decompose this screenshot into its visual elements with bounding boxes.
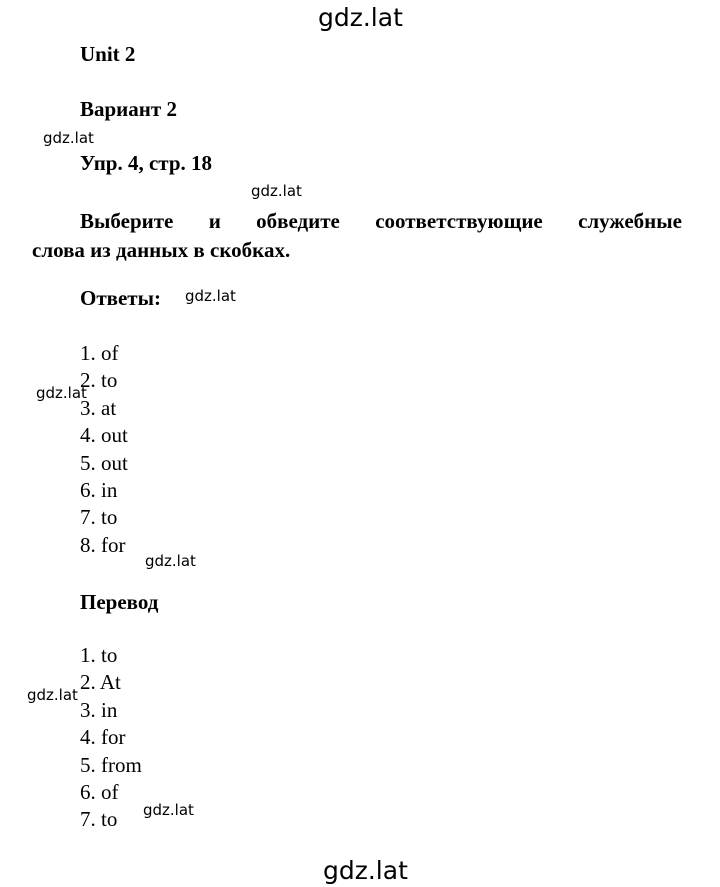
watermark: gdz.lat	[251, 182, 302, 200]
translation-item: 3. in	[80, 697, 118, 722]
answer-item: 3. at	[80, 395, 117, 420]
answer-item: 6. in	[80, 478, 118, 503]
watermark: gdz.lat	[36, 384, 87, 402]
answer-item: 1. of	[80, 341, 119, 365]
translation-list	[80, 642, 142, 834]
watermark-bottom: gdz.lat	[323, 856, 408, 885]
translation-item: 7. to	[80, 807, 118, 832]
instruction-line-2: слова из данных в скобках.	[32, 238, 291, 262]
translation-item: 2. At	[80, 670, 121, 695]
answer-item: 7. to	[80, 505, 118, 530]
watermark: gdz.lat	[145, 552, 196, 570]
watermark: gdz.lat	[43, 129, 94, 147]
answers-list	[80, 340, 128, 559]
answer-item: 5. out	[80, 450, 128, 475]
answer-item: 4. out	[80, 423, 128, 448]
answer-item: 8. for	[80, 532, 126, 557]
instruction-text	[32, 207, 682, 265]
translation-item: 5. from	[80, 752, 142, 777]
watermark-top: gdz.lat	[318, 3, 403, 32]
exercise-title: Упр. 4, стр. 18	[80, 151, 213, 175]
translation-item: 4. for	[80, 725, 126, 750]
watermark: gdz.lat	[143, 801, 194, 819]
answer-item: 2. to	[80, 368, 118, 393]
watermark: gdz.lat	[185, 287, 236, 305]
watermark: gdz.lat	[27, 686, 78, 704]
unit-title: Unit 2	[80, 42, 136, 66]
translation-item: 6. of	[80, 780, 119, 805]
translation-heading: Перевод	[80, 590, 159, 614]
answers-heading: Ответы:	[80, 286, 162, 310]
translation-item: 1. to	[80, 643, 118, 667]
variant-title: Вариант 2	[80, 97, 177, 121]
instruction-line-1: Выберите и обведите соответствующие служебные	[80, 209, 682, 233]
